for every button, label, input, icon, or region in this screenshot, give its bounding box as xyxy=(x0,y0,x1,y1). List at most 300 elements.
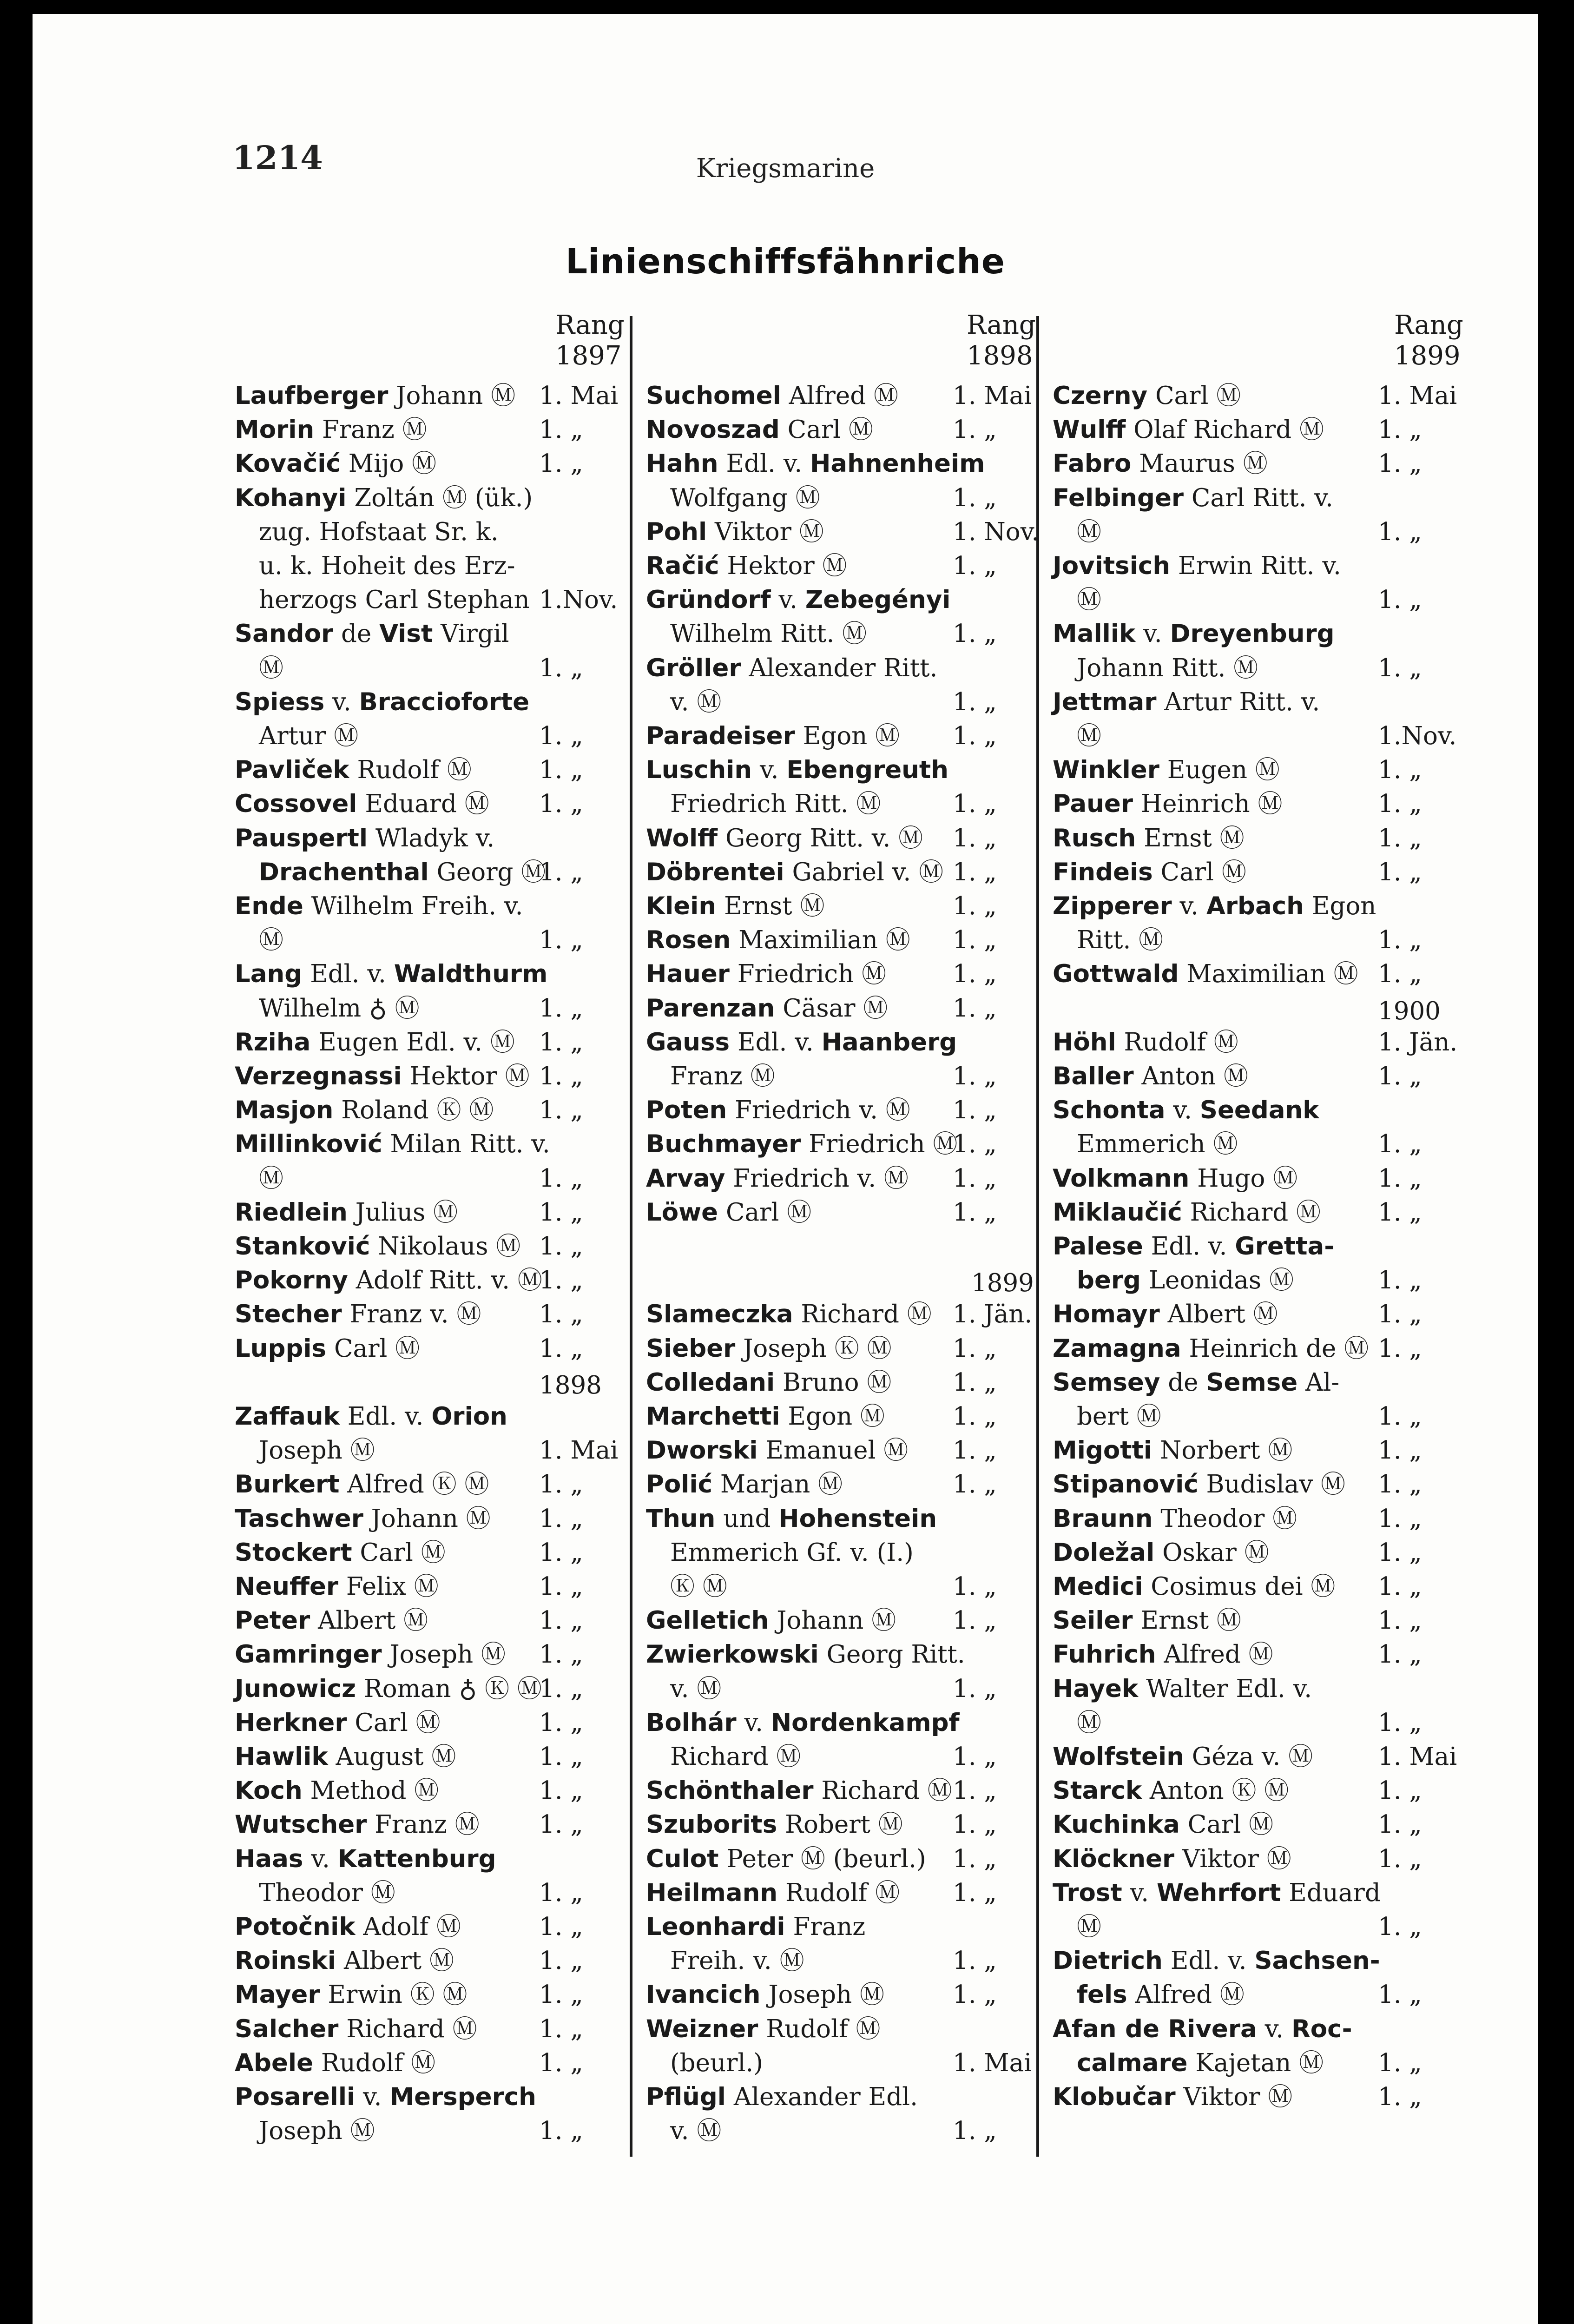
given-name: Egon Ⓜ xyxy=(795,722,900,750)
surname: Luppis xyxy=(235,1334,327,1363)
rank-date: 1. „ xyxy=(1378,1504,1422,1533)
given-name: v. Ⓜ xyxy=(670,2117,722,2146)
roster-entry xyxy=(235,382,515,411)
given-name: Milan Ritt. v. xyxy=(382,1130,550,1159)
surname: Slameczka xyxy=(646,1300,793,1329)
surname: Cossovel xyxy=(235,790,357,819)
given-name: Egon Ⓜ xyxy=(780,1402,885,1431)
roster-entry xyxy=(670,790,881,819)
surname: Laufberger xyxy=(235,382,389,410)
rank-date: 1. „ xyxy=(1378,1470,1422,1499)
roster-entry xyxy=(646,654,937,683)
given-name: Géza v. Ⓜ xyxy=(1184,1743,1313,1771)
roster-entry xyxy=(235,1607,428,1636)
rank-date: 1. „ xyxy=(953,1436,997,1465)
column-divider-2 xyxy=(1036,316,1039,2157)
roster-entry xyxy=(235,1335,420,1364)
roster-entry xyxy=(1053,2083,1292,2112)
surname: Szuborits xyxy=(646,1810,777,1839)
given-name: Ⓜ xyxy=(1077,517,1101,546)
surname: Potočnik xyxy=(235,1913,356,1941)
roster-entry xyxy=(646,892,824,921)
rank-date: 1. „ xyxy=(1378,2083,1422,2111)
surname: Kuchinka xyxy=(1053,1810,1180,1839)
roster-entry xyxy=(259,1879,395,1908)
given-name: Eugen Ⓜ xyxy=(1159,756,1280,785)
rang-label: Rang xyxy=(555,310,625,340)
given-name: Erwin Ritt. v. xyxy=(1170,552,1341,580)
surname: Kovačić xyxy=(235,449,341,478)
roster-entry xyxy=(235,1471,489,1499)
rank-date: 1. „ xyxy=(953,1981,997,2009)
given-name: Wilhelm Ritt. Ⓜ xyxy=(670,620,867,648)
roster-entry xyxy=(1053,1471,1345,1499)
title-name: Ebengreuth xyxy=(786,756,948,785)
title-name: Zebegényi xyxy=(805,586,951,614)
given-name: Albert Ⓜ xyxy=(1159,1300,1278,1329)
given-name: Richard Ⓜ xyxy=(670,1743,801,1771)
given-name: Emanuel Ⓜ xyxy=(757,1436,909,1465)
surname: Fuhrich xyxy=(1053,1640,1156,1669)
rank-date: 1. Mai xyxy=(953,2048,1032,2077)
given-name: Leonidas Ⓜ xyxy=(1140,1266,1294,1295)
rank-date: 1. „ xyxy=(1378,756,1422,785)
rank-date: 1. „ xyxy=(1378,926,1422,955)
rank-date: 1. „ xyxy=(539,2014,583,2043)
rank-date: 1. „ xyxy=(953,960,997,989)
surname: Löwe xyxy=(646,1198,718,1227)
roster-entry xyxy=(646,1096,910,1125)
given-name: Carl Ⓜ xyxy=(1179,1810,1274,1839)
surname: Masjon xyxy=(235,1096,334,1125)
roster-entry xyxy=(235,450,436,479)
given-name: Ⓜ xyxy=(259,1164,283,1193)
roster-entry xyxy=(1053,552,1341,581)
roster-entry xyxy=(235,1641,506,1670)
surname: Luschin xyxy=(646,756,752,785)
surname: Paradeiser xyxy=(646,722,795,750)
title-name: Wehrfort xyxy=(1156,1878,1281,1907)
roster-entry xyxy=(1053,620,1335,649)
rank-date: 1. „ xyxy=(1378,449,1422,478)
rank-date: 1. „ xyxy=(953,1844,997,1873)
surname: Kohanyi xyxy=(235,483,347,512)
roster-entry xyxy=(1053,960,1358,989)
given-name: v. xyxy=(771,586,805,614)
rank-date: 1. „ xyxy=(953,1810,997,1839)
rank-date: 1. „ xyxy=(539,654,583,682)
roster-entry xyxy=(646,825,923,853)
surname: Starck xyxy=(1053,1776,1142,1805)
given-name: Wladyk v. xyxy=(368,824,495,852)
given-name: de xyxy=(1160,1368,1206,1397)
surname: Posarelli xyxy=(235,2083,356,2111)
title-name: Vist xyxy=(379,620,433,648)
given-name: v. xyxy=(752,756,787,785)
surname: Leonhardi xyxy=(646,1913,785,1941)
given-name: Eugen Edl. v. Ⓜ xyxy=(310,1028,515,1056)
surname: Riedlein xyxy=(235,1198,348,1227)
surname: Klöckner xyxy=(1053,1844,1175,1873)
surname: Koch xyxy=(235,1776,303,1805)
given-name: Ernst Ⓜ xyxy=(1136,824,1245,852)
given-name: Emmerich Gf. v. (I.) xyxy=(670,1538,914,1567)
roster-entry xyxy=(1053,1029,1238,1057)
rank-date: 1. „ xyxy=(953,1470,997,1499)
rank-date: 1. Mai xyxy=(1378,382,1457,410)
rank-date: 1. „ xyxy=(953,1878,997,1907)
given-name: Johann Ⓜ xyxy=(769,1606,896,1635)
surname: Braunn xyxy=(1053,1504,1153,1533)
surname: Burkert xyxy=(235,1470,340,1499)
roster-entry xyxy=(1053,1743,1313,1772)
given-name: Edl. v. xyxy=(1162,1947,1255,1975)
given-name: Ⓜ xyxy=(1077,722,1101,750)
roster-entry xyxy=(646,1301,932,1329)
roster-entry xyxy=(1077,1267,1294,1295)
surname: Pflügl xyxy=(646,2083,726,2111)
roster-entry xyxy=(259,1165,283,1194)
rank-date: 1. Nov. xyxy=(953,517,1040,546)
rank-date: 1. „ xyxy=(539,858,583,886)
surname: Trost xyxy=(1053,1878,1122,1907)
surname: Gamringer xyxy=(235,1640,382,1669)
roster-entry xyxy=(235,620,509,649)
rank-date: 1. „ xyxy=(1378,1572,1422,1601)
given-name: Walter Edl. v. xyxy=(1138,1674,1312,1703)
given-name: Peter Ⓜ (beurl.) xyxy=(718,1844,926,1873)
roster-entry xyxy=(646,450,985,479)
roster-entry xyxy=(1077,2049,1324,2078)
roster-entry xyxy=(259,654,283,683)
rank-date: 1. „ xyxy=(539,1334,583,1363)
surname: Colledani xyxy=(646,1368,775,1397)
surname: Pauspertl xyxy=(235,824,368,852)
given-name: Marjan Ⓜ xyxy=(712,1470,843,1499)
given-name: Wilhelm Freih. v. xyxy=(303,892,523,920)
given-name: Hugo Ⓜ xyxy=(1189,1164,1298,1193)
given-name: Maximilian Ⓜ xyxy=(731,926,910,955)
given-name: Gabriel v. Ⓜ xyxy=(784,858,944,886)
given-name: Wilhelm ♁ Ⓜ xyxy=(259,994,420,1023)
roster-entry xyxy=(646,2083,918,2112)
given-name: herzogs Carl Stephan xyxy=(259,586,530,614)
roster-entry xyxy=(670,1947,804,1976)
roster-entry xyxy=(646,1811,903,1840)
surname: Baller xyxy=(1053,1062,1134,1090)
roster-entry xyxy=(1077,1130,1238,1159)
roster-entry xyxy=(235,1743,456,1772)
given-name: Oskar Ⓜ xyxy=(1154,1538,1269,1567)
roster-entry xyxy=(259,995,420,1023)
rank-date: 1. „ xyxy=(1378,1606,1422,1635)
roster-entry xyxy=(646,382,898,411)
given-name: Richard Ⓜ xyxy=(813,1776,952,1805)
surname: Stockert xyxy=(235,1538,352,1567)
title-name: Hahnenheim xyxy=(810,449,985,478)
roster-entry xyxy=(1077,654,1258,683)
rang-label: Rang xyxy=(967,310,1036,340)
surname: Millinković xyxy=(235,1130,382,1159)
rank-date: 1. „ xyxy=(1378,1164,1422,1193)
surname: Herkner xyxy=(235,1708,347,1737)
rang-year: 1898 xyxy=(967,341,1033,371)
title-name: Waldthurm xyxy=(394,960,548,989)
surname: Miklaučić xyxy=(1053,1198,1182,1227)
given-name: Anton Ⓜ xyxy=(1133,1062,1249,1090)
roster-entry xyxy=(1077,1913,1101,1942)
rank-date: 1. „ xyxy=(953,722,997,750)
given-name: Viktor Ⓜ xyxy=(1174,1844,1291,1873)
roster-entry xyxy=(235,2049,435,2078)
given-name: v. xyxy=(355,2083,390,2111)
rank-date: 1. „ xyxy=(1378,1810,1422,1839)
given-name: Edl. v. xyxy=(302,960,394,989)
surname: Hahn xyxy=(646,449,718,478)
given-name: Carl Ⓜ xyxy=(347,1708,441,1737)
surname: Wolfstein xyxy=(1053,1743,1184,1771)
given-name: Joseph Ⓜ xyxy=(382,1640,506,1669)
rank-date: 1. „ xyxy=(953,994,997,1023)
roster-entry xyxy=(235,1675,542,1704)
rank-date: 1. „ xyxy=(953,824,997,852)
surname: Afan de Rivera xyxy=(1053,2014,1257,2043)
surname: calmare xyxy=(1077,2048,1188,2077)
surname: Semsey xyxy=(1053,1368,1160,1397)
roster-entry xyxy=(1053,1063,1248,1091)
roster-entry xyxy=(235,1233,520,1261)
given-name: Edl. v. xyxy=(1143,1232,1235,1261)
given-name: Wolfgang Ⓜ xyxy=(670,483,820,512)
surname: Rusch xyxy=(1053,824,1136,852)
surname: Roinski xyxy=(235,1947,336,1975)
surname: Mallik xyxy=(1053,620,1136,648)
roster-entry xyxy=(1053,1675,1312,1704)
roster-entry xyxy=(1053,382,1241,411)
surname: Salcher xyxy=(235,2014,339,2043)
given-name: Friedrich v. Ⓜ xyxy=(727,1096,910,1125)
given-name: Hektor Ⓜ xyxy=(402,1062,530,1090)
surname: Zaffauk xyxy=(235,1402,340,1431)
name-suffix: Egon xyxy=(1304,892,1376,920)
surname: berg xyxy=(1077,1266,1141,1295)
given-name: Friedrich Ritt. Ⓜ xyxy=(670,790,881,819)
given-name: Edl. v. xyxy=(718,449,810,478)
given-name: Roman ♁ Ⓚ Ⓜ xyxy=(356,1674,542,1703)
given-name: Anton Ⓚ Ⓜ xyxy=(1142,1776,1289,1805)
surname: Račić xyxy=(646,552,719,580)
surname: Zipperer xyxy=(1053,892,1172,920)
roster-entry xyxy=(235,1063,530,1091)
given-name: Franz v. Ⓜ xyxy=(342,1300,481,1329)
roster-entry xyxy=(646,926,910,955)
roster-entry xyxy=(259,926,283,955)
given-name: Richard Ⓜ xyxy=(338,2014,477,2043)
given-name: Carl Ⓜ xyxy=(1153,858,1246,886)
title-name: Hohenstein xyxy=(778,1504,937,1533)
rank-date: 1. „ xyxy=(539,416,583,444)
given-name: v. xyxy=(324,687,359,716)
given-name: Eduard Ⓜ xyxy=(357,790,489,819)
rank-date: 1. „ xyxy=(953,1164,997,1193)
roster-entry xyxy=(1053,688,1320,717)
surname: Pavliček xyxy=(235,756,349,785)
given-name: v. Ⓜ xyxy=(670,1674,722,1703)
title-name: Braccioforte xyxy=(359,687,530,716)
rank-date: 1. „ xyxy=(953,926,997,955)
rank-date: 1. „ xyxy=(953,1062,997,1090)
roster-entry xyxy=(646,1199,811,1228)
rank-date: 1. „ xyxy=(953,1776,997,1805)
surname: Döbrentei xyxy=(646,858,784,886)
surname: Rziha xyxy=(235,1028,311,1056)
given-name: Hektor Ⓜ xyxy=(719,552,847,580)
rank-date: 1. „ xyxy=(1378,1708,1422,1737)
roster-entry xyxy=(670,688,721,717)
rank-date: 1. „ xyxy=(1378,654,1422,682)
roster-entry xyxy=(670,2117,721,2146)
given-name: Richard Ⓜ xyxy=(1182,1198,1321,1227)
given-name: v. xyxy=(1257,2014,1291,2043)
given-name: v. xyxy=(1172,892,1206,920)
rank-date: 1. „ xyxy=(1378,1130,1422,1159)
surname: Gauss xyxy=(646,1028,730,1056)
title-name: Nordenkampf xyxy=(771,1708,960,1737)
given-name: Ⓜ xyxy=(1077,1913,1101,1941)
roster-entry xyxy=(1053,484,1333,513)
roster-entry xyxy=(646,552,847,581)
given-name: Ernst Ⓜ xyxy=(716,892,825,920)
rank-date: 1. Mai xyxy=(539,1436,619,1465)
given-name: v. xyxy=(1122,1878,1157,1907)
given-name: Alfred Ⓜ xyxy=(781,382,898,410)
given-name: Heinrich de Ⓜ xyxy=(1181,1334,1369,1363)
given-name: de xyxy=(333,620,380,648)
rank-date: 1. „ xyxy=(539,1776,583,1805)
given-name: Ⓜ xyxy=(259,654,283,682)
roster-entry xyxy=(670,1743,801,1772)
roster-entry xyxy=(259,586,530,615)
rank-date: 1. Mai xyxy=(1378,1743,1457,1771)
given-name: Edl. v. xyxy=(339,1402,432,1431)
given-name: Franz Ⓜ xyxy=(670,1062,775,1090)
rank-date: 1. „ xyxy=(539,756,583,785)
rank-date: 1. „ xyxy=(953,1674,997,1703)
given-name: Alfred Ⓚ Ⓜ xyxy=(339,1470,489,1499)
rank-date: 1. „ xyxy=(1378,1776,1422,1805)
roster-entry xyxy=(1053,1777,1289,1806)
rank-date: 1. „ xyxy=(953,1743,997,1771)
roster-entry xyxy=(1077,1709,1101,1738)
given-name: Rudolf Ⓜ xyxy=(758,2014,881,2043)
rank-date: 1. „ xyxy=(1378,1402,1422,1431)
roster-entry xyxy=(646,1505,937,1534)
given-name: Zoltán Ⓜ (ük.) xyxy=(346,483,533,512)
rank-date: 1. „ xyxy=(539,1981,583,2009)
given-name: Alexander Edl. xyxy=(725,2083,918,2111)
rank-date: 1. „ xyxy=(953,552,997,580)
surname: Dworski xyxy=(646,1436,758,1465)
given-name: Adolf Ritt. v. Ⓜ xyxy=(348,1266,542,1295)
title-name: Sachsen- xyxy=(1254,1947,1380,1975)
roster-entry xyxy=(235,1981,468,2010)
surname: Medici xyxy=(1053,1572,1143,1601)
given-name: Friedrich Ⓜ xyxy=(801,1130,958,1159)
rank-date: 1. „ xyxy=(1378,1913,1422,1941)
rank-date: 1. „ xyxy=(953,1606,997,1635)
roster-entry xyxy=(235,756,472,785)
given-name: Ritt. Ⓜ xyxy=(1077,926,1164,955)
roster-entry xyxy=(1077,1981,1245,2010)
roster-entry xyxy=(646,858,943,887)
roster-entry xyxy=(235,2015,477,2044)
roster-entry xyxy=(670,620,867,649)
rank-date: 1. „ xyxy=(1378,2048,1422,2077)
roster-entry xyxy=(646,1845,926,1874)
roster-entry xyxy=(646,1403,885,1432)
given-name: Ⓜ xyxy=(259,926,283,955)
rank-date: 1. „ xyxy=(539,1062,583,1090)
column-divider-1 xyxy=(630,316,632,2157)
roster-entry xyxy=(646,2015,881,2044)
given-name: zug. Hofstaat Sr. k. xyxy=(259,517,499,546)
surname: Parenzan xyxy=(646,994,775,1023)
rank-date: 1. „ xyxy=(1378,858,1422,886)
title-name: Kattenburg xyxy=(337,1844,496,1873)
given-name: Alexander Ritt. xyxy=(741,654,938,682)
surname: Klein xyxy=(646,892,717,920)
given-name: August Ⓜ xyxy=(328,1743,456,1771)
surname: Volkmann xyxy=(1053,1164,1190,1193)
surname: Klobučar xyxy=(1053,2083,1176,2111)
roster-entry xyxy=(235,1029,515,1057)
roster-entry xyxy=(235,1199,458,1228)
rank-date: 1. „ xyxy=(1378,1198,1422,1227)
given-name: Friedrich v. Ⓜ xyxy=(725,1164,909,1193)
surname: Culot xyxy=(646,1844,719,1873)
given-name: Franz xyxy=(785,1913,866,1941)
roster-entry xyxy=(1053,1233,1334,1261)
given-name: Rudolf Ⓜ xyxy=(777,1878,900,1907)
surname: Migotti xyxy=(1053,1436,1153,1465)
given-name: Theodor Ⓜ xyxy=(1153,1504,1297,1533)
rank-date: 1. „ xyxy=(539,1164,583,1193)
rank-date: 1. „ xyxy=(953,1198,997,1227)
given-name: Friedrich Ⓜ xyxy=(729,960,887,989)
roster-entry xyxy=(646,756,948,785)
roster-entry xyxy=(1053,1165,1297,1194)
roster-entry xyxy=(1053,1437,1292,1466)
roster-entry xyxy=(670,1675,721,1704)
roster-entry xyxy=(259,518,499,547)
surname: Ende xyxy=(235,892,303,920)
rank-date: 1. „ xyxy=(539,1504,583,1533)
surname: Verzegnassi xyxy=(235,1062,402,1090)
roster-entry xyxy=(235,1505,491,1534)
roster-entry xyxy=(235,825,494,853)
given-name: Rudolf Ⓜ xyxy=(349,756,472,785)
given-name: Artur Ritt. v. xyxy=(1156,687,1320,716)
surname: fels xyxy=(1077,1981,1127,2009)
roster-entry xyxy=(235,688,529,717)
rank-date: 1. Mai xyxy=(539,382,619,410)
given-name: Felix Ⓜ xyxy=(338,1572,439,1601)
roster-entry xyxy=(259,858,546,887)
given-name: Georg Ⓜ xyxy=(428,858,546,886)
rank-date: 1. „ xyxy=(539,1538,583,1567)
roster-entry xyxy=(1077,586,1101,615)
rang-year: 1897 xyxy=(555,341,622,371)
